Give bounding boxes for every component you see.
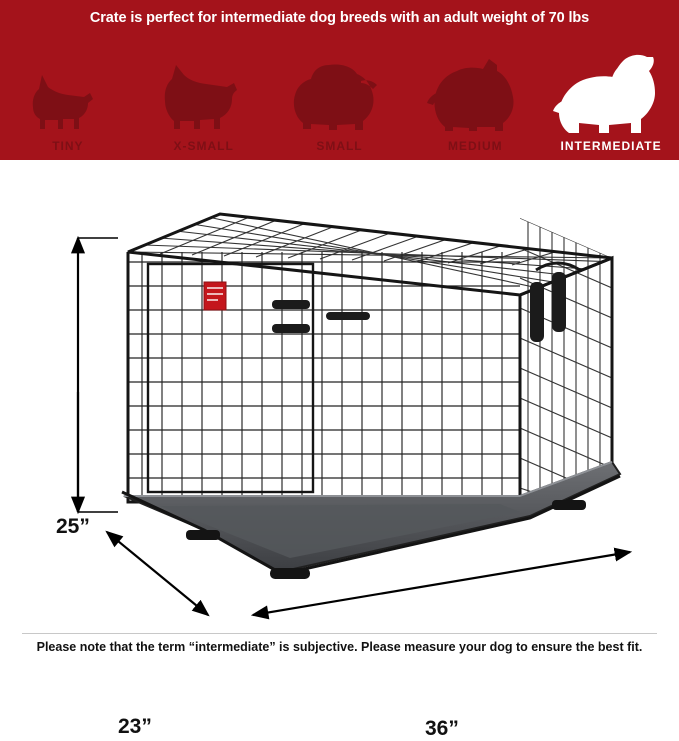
dimension-height-label: 25” <box>56 515 90 538</box>
size-label-medium: MEDIUM <box>447 139 503 153</box>
dog-silhouette-intermediate-icon <box>551 57 671 133</box>
dog-crate-photo <box>100 200 640 600</box>
size-option-x-small <box>140 41 268 153</box>
size-label-tiny: TINY <box>52 139 84 153</box>
dog-silhouette-tiny-icon <box>28 57 108 133</box>
dimension-depth-label: 23” <box>118 715 152 738</box>
size-option-intermediate <box>547 41 675 153</box>
size-option-small <box>275 41 403 153</box>
footnote-divider <box>22 633 657 634</box>
size-label-x-small: X-SMALL <box>173 139 234 153</box>
footnote-text: Please note that the term “intermediate” is subjective. Please measure your dog to ensure the best fit. <box>36 640 643 654</box>
dimension-width-label: 36” <box>425 717 459 740</box>
banner-headline: Crate is perfect for intermediate dog breeds with an adult weight of 70 lbs <box>89 10 590 26</box>
dog-silhouette-x-small-icon <box>158 57 250 133</box>
size-label-small: SMALL <box>316 139 363 153</box>
size-label-intermediate: INTERMEDIATE <box>560 139 662 153</box>
dog-silhouette-small-icon <box>289 57 389 133</box>
size-option-medium <box>411 41 539 153</box>
dog-silhouette-medium-icon <box>423 57 527 133</box>
size-option-tiny <box>4 41 132 153</box>
size-guide-banner <box>0 0 679 160</box>
size-scale-row <box>0 38 679 153</box>
